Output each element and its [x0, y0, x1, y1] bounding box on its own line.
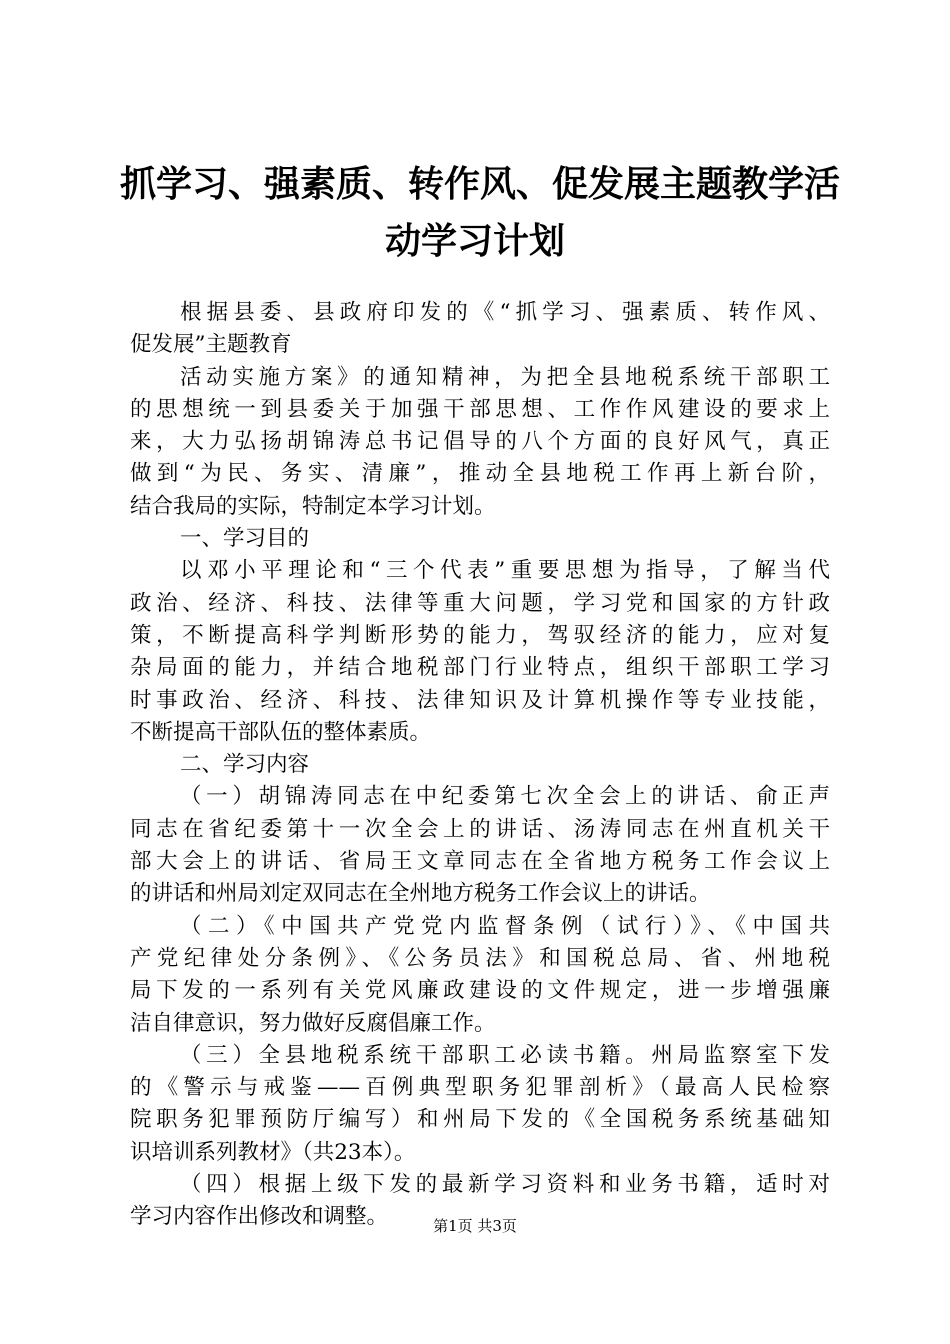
- document-body: [130, 297, 830, 1234]
- text-line: （三）全县地税系统干部职工必读书籍。州局监察室下发: [180, 1042, 830, 1068]
- text-line: 做到“为民、务实、清廉”，推动全县地税工作再上新台阶，: [130, 461, 830, 487]
- text-line: 来，大力弘扬胡锦涛总书记倡导的八个方面的良好风气，真正: [130, 429, 830, 455]
- text-line: 以邓小平理论和“三个代表”重要思想为指导，了解当代: [180, 558, 830, 584]
- text-line: 的讲话和州局刘定双同志在全州地方税务工作会议上的讲话。: [130, 881, 711, 907]
- text-line: 的思想统一到县委关于加强干部思想、工作作风建设的要求上: [130, 396, 830, 422]
- text-line: 策，不断提高科学判断形势的能力，驾驭经济的能力，应对复: [130, 622, 830, 648]
- section-heading: 一、学习目的: [180, 526, 310, 552]
- text-line: 的《警示与戒鉴——百例典型职务犯罪剖析》（最高人民检察: [130, 1075, 830, 1101]
- text-line: 促发展”主题教育: [130, 332, 292, 358]
- document-title-line-2: 动学习计划: [384, 220, 565, 262]
- text-line: 院职务犯罪预防厅编写）和州局下发的《全国税务系统基础知: [130, 1107, 830, 1133]
- text-line: 识培训系列教材》（共23本）。: [130, 1139, 416, 1165]
- text-line: 政治、经济、科技、法律等重大问题，学习党和国家的方针政: [130, 590, 830, 616]
- text-line: 时事政治、经济、科技、法律知识及计算机操作等专业技能，: [130, 687, 830, 713]
- document-title-line-1: 抓学习、强素质、转作风、促发展主题教学活: [120, 163, 841, 205]
- text-line: 根据县委、县政府印发的《“抓学习、强素质、转作风、: [180, 300, 830, 325]
- text-line: 结合我局的实际，特制定本学习计划。: [130, 493, 496, 519]
- text-line: 洁自律意识，努力做好反腐倡廉工作。: [130, 1010, 496, 1036]
- text-line: （四）根据上级下发的最新学习资料和业务书籍，适时对: [180, 1172, 830, 1198]
- section-heading: 二、学习内容: [180, 752, 310, 778]
- text-line: 同志在省纪委第十一次全会上的讲话、汤涛同志在州直机关干: [130, 816, 830, 842]
- text-line: （一）胡锦涛同志在中纪委第七次全会上的讲话、俞正声: [180, 784, 830, 810]
- text-line: 学习内容作出修改和调整。: [130, 1204, 389, 1230]
- text-line: 产党纪律处分条例》、《公务员法》和国税总局、省、州地税: [130, 945, 830, 971]
- text-line: 活动实施方案》的通知精神，为把全县地税系统干部职工: [180, 364, 830, 390]
- page-number-footer: 第1页 共3页: [433, 1217, 517, 1235]
- text-line: 部大会上的讲话、省局王文章同志在全省地方税务工作会议上: [130, 849, 830, 875]
- text-line: 不断提高干部队伍的整体素质。: [130, 719, 432, 745]
- text-line: 局下发的一系列有关党风廉政建设的文件规定，进一步增强廉: [130, 978, 830, 1004]
- text-line: 杂局面的能力，并结合地税部门行业特点，组织干部职工学习: [130, 655, 830, 681]
- text-line: （二）《中国共产党党内监督条例（试行）》、《中国共: [180, 913, 830, 939]
